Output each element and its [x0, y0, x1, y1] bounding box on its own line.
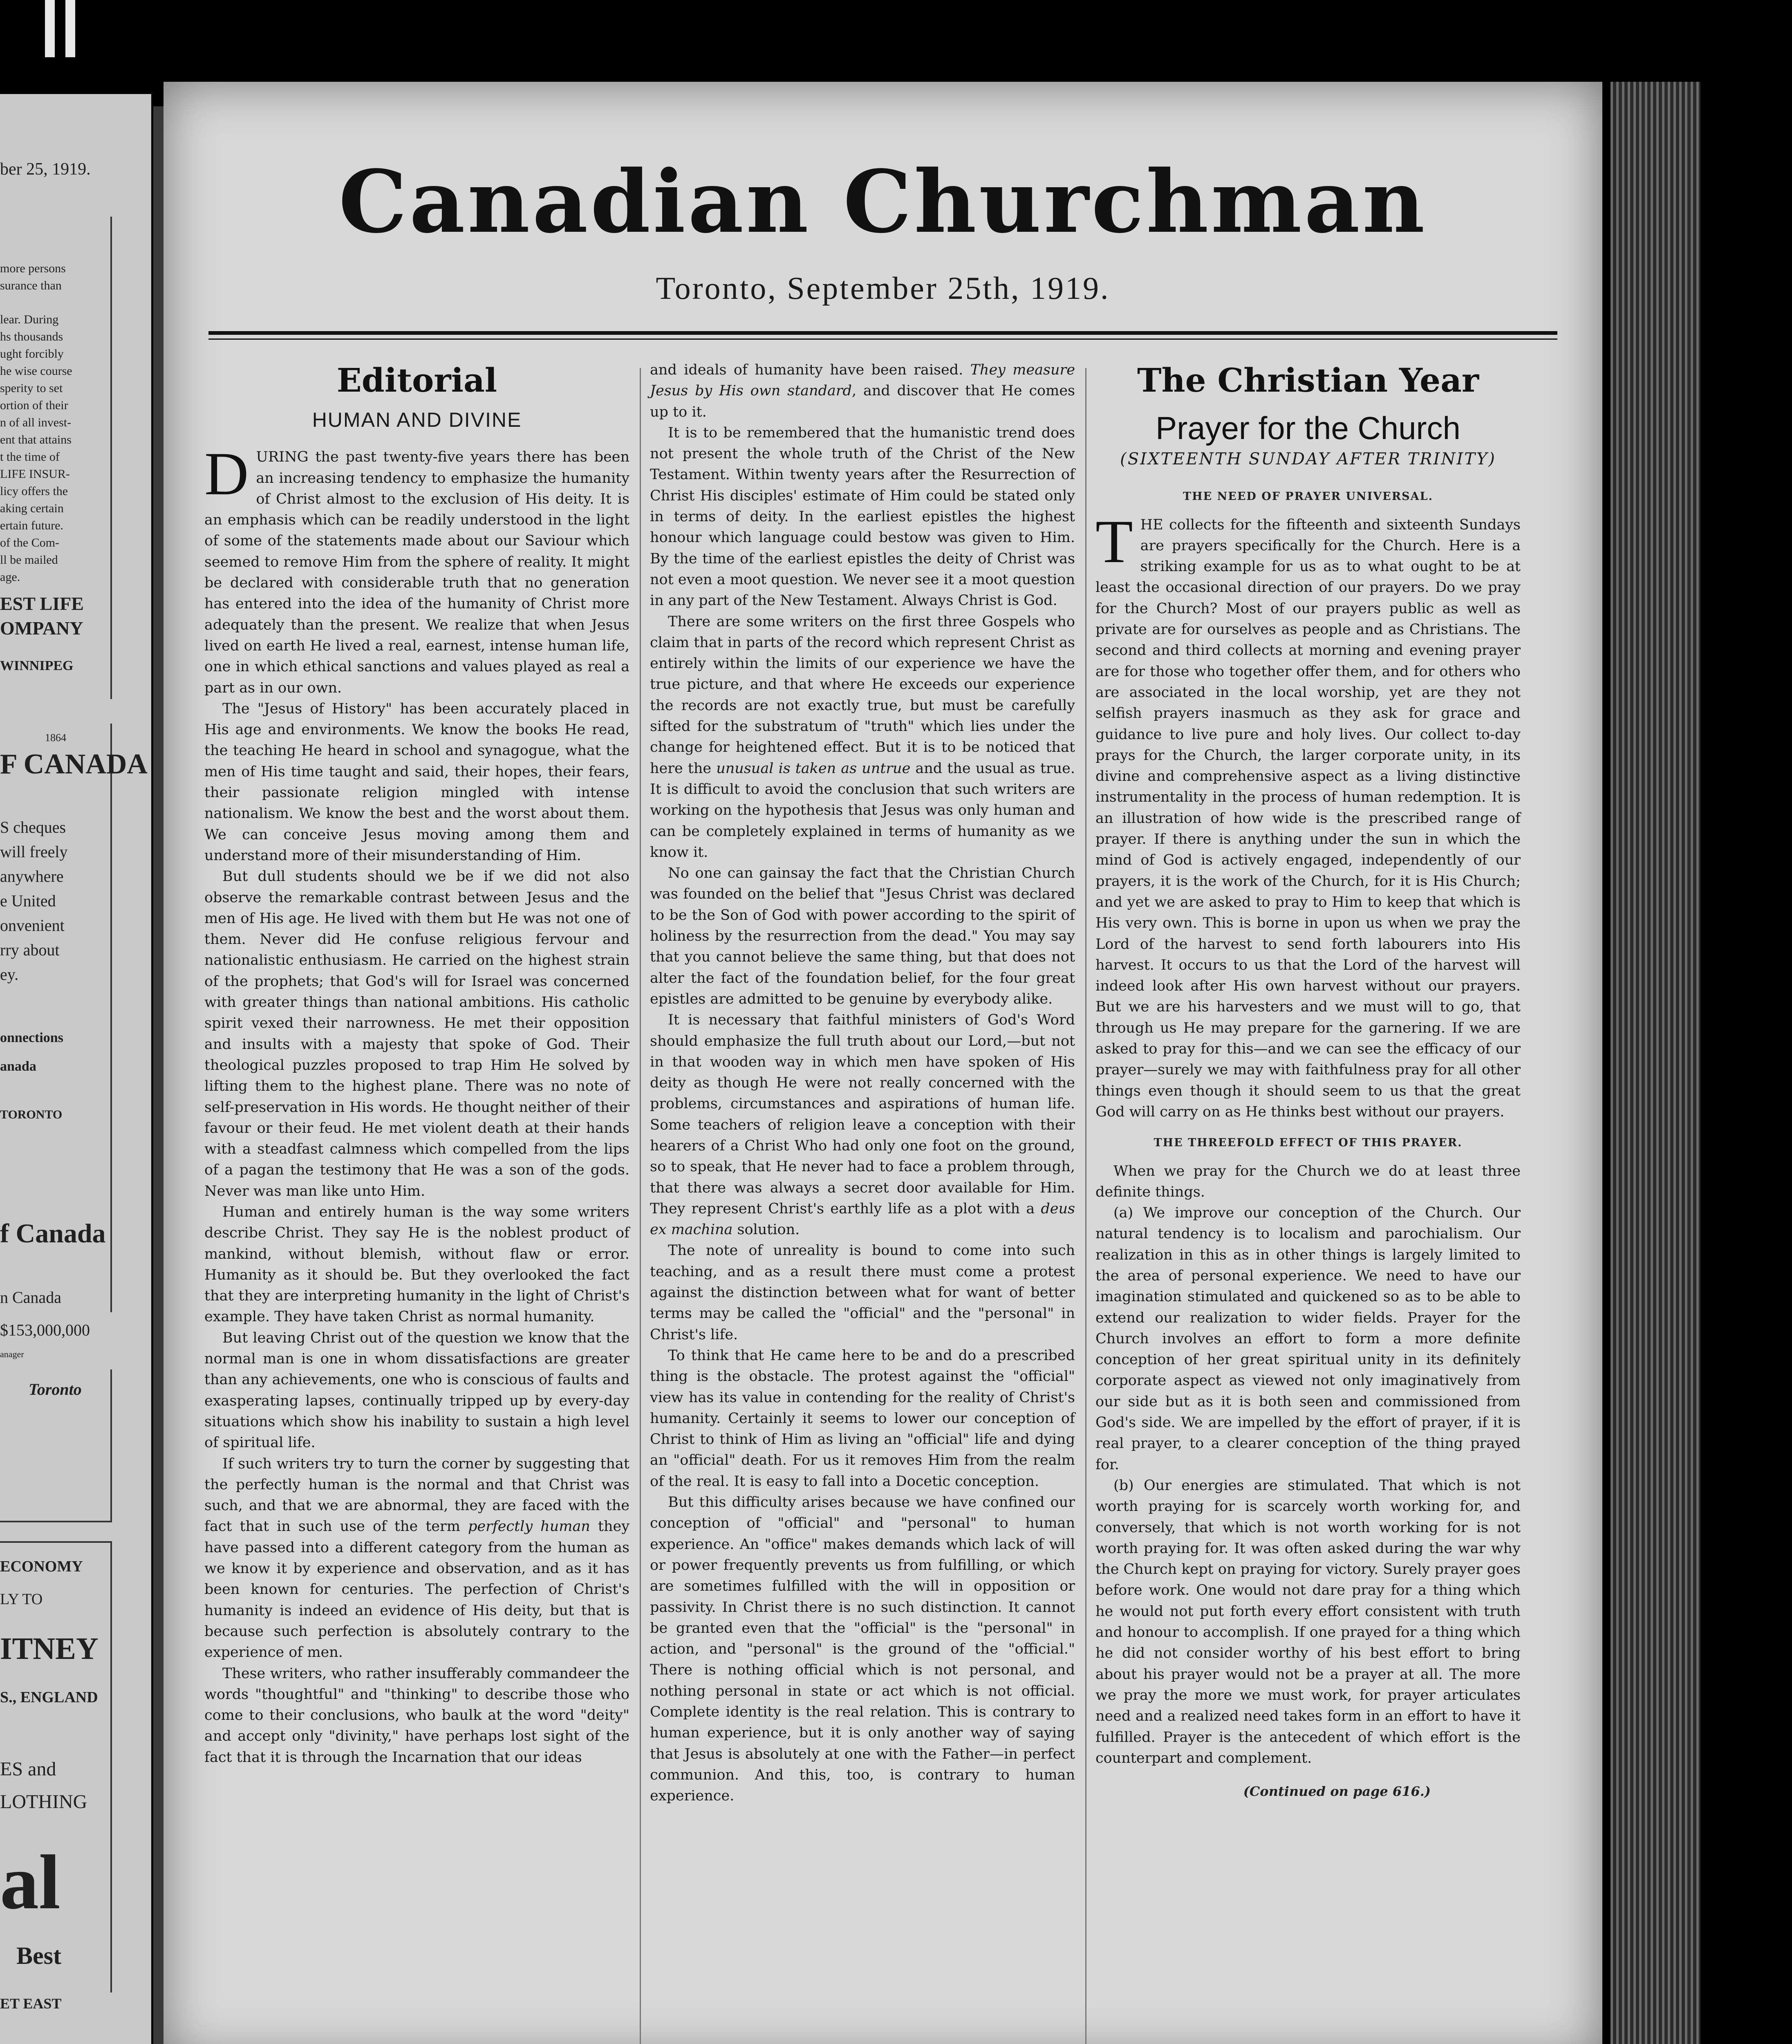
- sermon-paragraph: (a) We improve our conception of the Church. Our natural tendency is to localism and parochialism. Our realization in this as in other things is largely limited to the area of personal experience. We need to have our imagination stimulated and quickened so as to be able to extend our realization to wider fields. Prayer for the Church involves an effort to form a more definite conception of her great spiritual unity in its definitely corporate aspect as viewed not only imaginatively from our side but as it is both seen and commissioned from God's side. We are impelled by the effort of prayer, if it is real prayer, to a clearer conception of the thing prayed for.: [1095, 1205, 1521, 1473]
- column-divider: [1085, 368, 1086, 2044]
- adjacent-fragment: n Canada: [0, 1288, 61, 1307]
- adjacent-fragment: ECONOMY: [0, 1558, 83, 1575]
- adjacent-fragment: Best: [16, 1942, 61, 1969]
- adjacent-fragment: Toronto: [29, 1380, 82, 1399]
- masthead-dateline: Toronto, September 25th, 1919.: [656, 270, 1110, 306]
- adjacent-fragment: more persons: [0, 262, 66, 275]
- paragraph-text: It is necessary that faithful ministers of God's Word should emphasize the full truth about our Lord,—but not in that wooden way in which men have spoken of His deity as though He were not really concerned with the problems, circumstances and aspirations of human life. Some teachers of religion leave a conception with their hearers of a Christ Who had only one foot on the ground, so to speak, that He never had to face a problem through, that there was always a secret door available for Him. They represent Christ's earthly life as a plot with a: [650, 1012, 1075, 1217]
- paragraph-text: solution.: [732, 1221, 800, 1238]
- film-mark: [45, 0, 55, 57]
- adjacent-fragment: LOTHING: [0, 1791, 87, 1813]
- sermon-subtitle: (SIXTEENTH SUNDAY AFTER TRINITY): [1120, 450, 1496, 468]
- editorial-paragraph: These writers, who rather insufferably commandeer the words "thoughtful" and "thinking" to describe those who come to their conclusions, who baulk at the word "deity" and accept only "divinity," have perhaps lost sight of the fact that it is through the Incarnation that our ideas: [204, 1665, 629, 1766]
- paragraph-text: and ideals of humanity have been raised.: [650, 362, 970, 378]
- editorial-subheading: HUMAN AND DIVINE: [312, 408, 522, 431]
- editorial-column-continued: [650, 360, 1075, 1806]
- editorial-paragraph: But dull students should we be if we did not also observe the remarkable contrast between Jesus and the men of His age. He lived with them but He was not one of them. Never did He confuse religious fervour and nationalistic enthusiasm. He carried on the highest strain of the prophets; that God's will for Israel was concerned with greater things than national ambitions. His catholic spirit vexed their narrowness. He met their opposition and insults with a majesty that spoke of God. Their theological puzzles proposed to trap Him He solved by lifting them to the highest plane. There was no note of self-preservation in His words. He thought neither of their favour or their feud. He met violent death at their hands with a steadfast calmness which compelled from the lips of a pagan the testimony that He was a son of the gods. Never was man like unto Him.: [204, 868, 629, 1199]
- header-rule: [208, 338, 1557, 340]
- emphasis-text: perfectly human: [468, 1518, 590, 1535]
- adjacent-fragment: onvenient: [0, 916, 65, 935]
- adjacent-fragment: onnections: [0, 1030, 63, 1045]
- page-spine: [153, 106, 164, 2044]
- section-heading: THE THREEFOLD EFFECT OF THIS PRAYER.: [1154, 1136, 1463, 1150]
- newspaper-page: [164, 82, 1602, 2044]
- adjacent-fragment: t the time of: [0, 450, 60, 464]
- adjacent-fragment: lear. During: [0, 313, 59, 326]
- editorial-paragraph: The "Jesus of History" has been accurately placed in His age and environments. We know the books He read, the teaching He heard in school and synagogue, what the men of His time taught and said, their hopes, their fears, their passionate religion mingled with intense nationalism. We know the best and the worst about them. We can conceive Jesus moving among them and understand more of their misunderstanding of Him.: [204, 700, 629, 864]
- editorial-paragraph: Human and entirely human is the way some writers describe Christ. They say He is the noblest product of mankind, without blemish, without flaw or error. Humanity as it should be. But they overlooked the fact that they are interpreting humanity in the light of Christ's example. They have taken Christ as normal humanity.: [204, 1204, 629, 1325]
- editorial-paragraph: [204, 440, 629, 699]
- paragraph-text: URING the past twenty-five years there has been an increasing tendency to emphasize the humanity of Christ almost to the exclusion of His deity. It is an emphasis which can be readily understood in the light of some of the statements made about our Saviour which seemed to remove Him from the sphere of reality. It might be declared with considerable truth that no generation has entered into the idea of the humanity of Christ more adequately than the present. We realize that when Jesus lived on earth He lived a real, earnest, intense human life, one in which ethical sanctions and values played as real a part as in our own.: [204, 449, 629, 696]
- masthead-title: Canadian Churchman: [338, 151, 1427, 252]
- adjacent-fragment: LIFE INSUR-: [0, 467, 70, 481]
- editorial-paragraph: But this difficulty arises because we have confined our conception of "official" and "personal" to human experience. An "office" makes demands which lack of will or power frequently prevents us from fulfilling, or which are sometimes fulfilled with the will in opposition or passivity. In Christ there is no such distinction. It cannot be granted even that the "official" is the "personal" in action, and "personal" is the ground of the "official." There is nothing official which is not personal, and nothing personal in state or act which is not official. Complete identity is the real relation. This is contrary to human experience, but it is only another way of saying that Jesus is absolutely at one with the Father—in perfect communion. And this, too, is contrary to human experience.: [650, 1494, 1075, 1804]
- adjacent-fragment: f Canada: [0, 1219, 106, 1248]
- christian-year-heading: The Christian Year: [1137, 361, 1479, 399]
- adjacent-date: ber 25, 1919.: [0, 160, 91, 179]
- sermon-paragraph: (b) Our energies are stimulated. That which is not worth praying for is scarcely worth working for, and conversely, that which is not worth working for is not worth praying for. It was often asked during the war why the Church kept on praying for victory. Surely prayer goes before work. One would not dare pray for a thing which he would not put forth every effort consistent with truth and honour to accomplish. If one prayed for a thing which he did not consider worthy of his best effort to bring about his prayer would not be a prayer at all. The more we pray the more we must work, for prayer articulates need and a realized need takes form in an effort to have it fulfilled. Prayer is the antecedent of which effort is the counterpart and complement.: [1095, 1477, 1521, 1766]
- editorial-column: [204, 360, 629, 1768]
- adjacent-fragment: will freely: [0, 843, 68, 861]
- adjacent-fragment: ll be mailed: [0, 553, 58, 567]
- column-divider: [640, 368, 641, 2044]
- section-heading: THE NEED OF PRAYER UNIVERSAL.: [1183, 490, 1433, 503]
- paragraph-text: they have passed into a different category from the human as we know it by experience and observation, and as it has been known for centuries. The perfection of Christ's humanity is indeed an evidence of His deity, but that is because such perfection is absolutely contrary to the experience of men.: [204, 1518, 629, 1661]
- editorial-heading: Editorial: [336, 361, 497, 399]
- editorial-paragraph: [650, 612, 1075, 863]
- adjacent-fragment: n of all invest-: [0, 416, 72, 429]
- adjacent-fragment: OMPANY: [0, 618, 83, 639]
- adjacent-fragment: age.: [0, 570, 20, 584]
- adjacent-fragment: he wise course: [0, 364, 72, 378]
- adjacent-fragment: ITNEY: [0, 1632, 99, 1666]
- adjacent-fragment: hs thousands: [0, 330, 63, 343]
- paragraph-text: If such writers try to turn the corner by suggesting that the perfectly human is the normal and that Christ was such, and that we are abnormal, they are faced with the fact that in such use of the term: [204, 1455, 629, 1535]
- drop-cap: T: [1095, 507, 1133, 576]
- adjacent-fragment: ent that attains: [0, 433, 72, 446]
- adjacent-fragment: ET EAST: [0, 1995, 62, 2012]
- emphasis-text: They measure Jesus by His own standard: [650, 362, 1075, 399]
- adjacent-page-strip: [0, 94, 151, 2044]
- adjacent-fragment: ES and: [0, 1758, 56, 1780]
- adjacent-fragment: anada: [0, 1059, 36, 1074]
- paragraph-text: There are some writers on the first three Gospels who claim that in parts of the record which represent Christ as entirely within the limits of our experience we have the true picture, and that where He exceeds our experience the records are not exactly true, but must be carefully sifted for the substratum of "truth" which lies under the change for heightened effect. But it is to be noticed that here the: [650, 613, 1075, 777]
- adjacent-fragment: sperity to set: [0, 381, 63, 395]
- adjacent-fragment: surance than: [0, 279, 62, 292]
- adjacent-fragment: anager: [0, 1349, 24, 1359]
- continued-notice: (Continued on page 616.): [1243, 1784, 1431, 1800]
- adjacent-fragment: ey.: [0, 965, 19, 984]
- editorial-paragraph: [650, 1010, 1075, 1240]
- adjacent-fragment: $153,000,000: [0, 1321, 90, 1339]
- editorial-paragraph: It is to be remembered that the humanistic trend does not present the whole truth of the Christ of the New Testament. Within twenty years after the Resurrection of Christ His disciples' estimate of Him could be stated only in terms of deity. In the earliest epistles the highest honour which language could bestow was given to Him. By the time of the earliest epistles the deity of Christ was not even a moot question. We never see it a moot question in any part of the New Testament. Always Christ is God.: [650, 424, 1075, 609]
- adjacent-fragment: ertain future.: [0, 519, 63, 532]
- paragraph-text: HE collects for the fifteenth and sixteenth Sundays are prayers specifically for the Church. Here is a striking example for us as to what ought to be at least the occasional direction of our prayers. Do we pray for the Church? Most of our prayers public as well as private are for ourselves as people and as Christians. The second and third collects at morning and evening prayer are for those who together offer them, and for others who are associated in the local worship, yet are they not selfish prayers inasmuch as they ask for grace and guidance to live pure and holy lives. Our collect to-day prays for the Church, the larger corporate unity, in its divine and comprehensive aspect as a living distinctive instrumentality in the process of human redemption. It is an illustration of how wide is the prescribed range of prayer. If there is anything under the sun in which the mind of God is actively engaged, independently of our prayers, it is the work of the Church, for it is His Church; and yet we are asked to pray to Him to keep that which is His very own. This is borne in upon us when we pray the Lord of the harvest to send forth labourers into His harvest. It occurs to us that the Lord of the harvest will indeed look after His own harvest without our prayers. But we are his harvesters and we must will to go, that through us He may prepare for the garnering. If we are asked to pray for this—and we can see the efficacy of our prayer—surely we may with faithfulness pray for all other things even though it should seem to us that the great God will carry on as He thinks best without our prayers.: [1095, 516, 1521, 1120]
- adjacent-fragment: anywhere: [0, 867, 64, 885]
- editorial-paragraph: The note of unreality is bound to come into such teaching, and as a result there must come a protest against the distinction between what for want of better terms may be called the "official" and the "personal" in Christ's life.: [650, 1242, 1075, 1343]
- sermon-title: Prayer for the Church: [1156, 410, 1460, 446]
- editorial-paragraph: [650, 360, 1075, 423]
- editorial-paragraph: No one can gainsay the fact that the Christian Church was founded on the belief that "Jesus Christ was declared to be the Son of God with power according to the spirit of holiness by the resurrection from the dead." You may say that you cannot believe the same thing, but that does not alter the fact of the foundation belief, for the four great epistles are admitted to be genuine by everybody alike.: [650, 865, 1075, 1007]
- adjacent-fragment: 1864: [45, 732, 66, 744]
- adjacent-fragment: WINNIPEG: [0, 658, 74, 673]
- emphasis-text: unusual is taken as untrue: [716, 760, 911, 777]
- adjacent-fragment: rry about: [0, 941, 60, 959]
- adjacent-fragment: LY TO: [0, 1591, 43, 1608]
- editorial-paragraph: [204, 1454, 629, 1663]
- adjacent-fragment: ortion of their: [0, 399, 68, 412]
- film-mark: [65, 0, 75, 57]
- christian-year-column: [1095, 360, 1521, 1802]
- drop-cap: D: [204, 440, 249, 508]
- sermon-paragraph: [1095, 507, 1521, 1123]
- adjacent-fragment: ught forcibly: [0, 347, 64, 361]
- adjacent-fragment: F CANADA: [0, 749, 148, 780]
- editorial-paragraph: But leaving Christ out of the question we know that the normal man is one in whom dissatisfactions are greater than any achievements, one who is conscious of faults and exasperating lapses, continually tripped up by every-day situations which show his inability to sustain a high level of spiritual life.: [204, 1329, 629, 1451]
- adjacent-fragment: aking certain: [0, 502, 64, 515]
- sermon-paragraph: When we pray for the Church we do at least three definite things.: [1095, 1163, 1521, 1200]
- adjacent-fragment: TORONTO: [0, 1108, 63, 1121]
- header-rule: [208, 331, 1557, 335]
- adjacent-fragment: EST LIFE: [0, 593, 84, 614]
- adjacent-fragment: e United: [0, 892, 56, 910]
- paragraph-text: and the usual as true. It is difficult to avoid the conclusion that such writers are working on the hypothesis that Jesus was only human and can be completely explained in terms of humanity as we know it.: [650, 760, 1075, 861]
- book-edge: [1611, 82, 1700, 2044]
- adjacent-fragment: of the Com-: [0, 536, 59, 549]
- adjacent-fragment: S., ENGLAND: [0, 1689, 98, 1706]
- emphasis-text: deus ex machina: [650, 1200, 1075, 1238]
- adjacent-fragment: al: [0, 1840, 60, 1925]
- paragraph-text: , and discover that He comes up to it.: [650, 383, 1075, 420]
- editorial-paragraph: To think that He came here to be and do a prescribed thing is the obstacle. The protest against the "official" view has its value in contending for the reality of Christ's humanity. Certainly it seems to lower our conception of Christ to think of Him as living an "official" life and dying an "official" death. For us it removes Him from the realm of the real. It is easy to fall into a Docetic conception.: [650, 1347, 1075, 1490]
- adjacent-fragment: S cheques: [0, 818, 66, 836]
- adjacent-fragment: licy offers the: [0, 484, 68, 498]
